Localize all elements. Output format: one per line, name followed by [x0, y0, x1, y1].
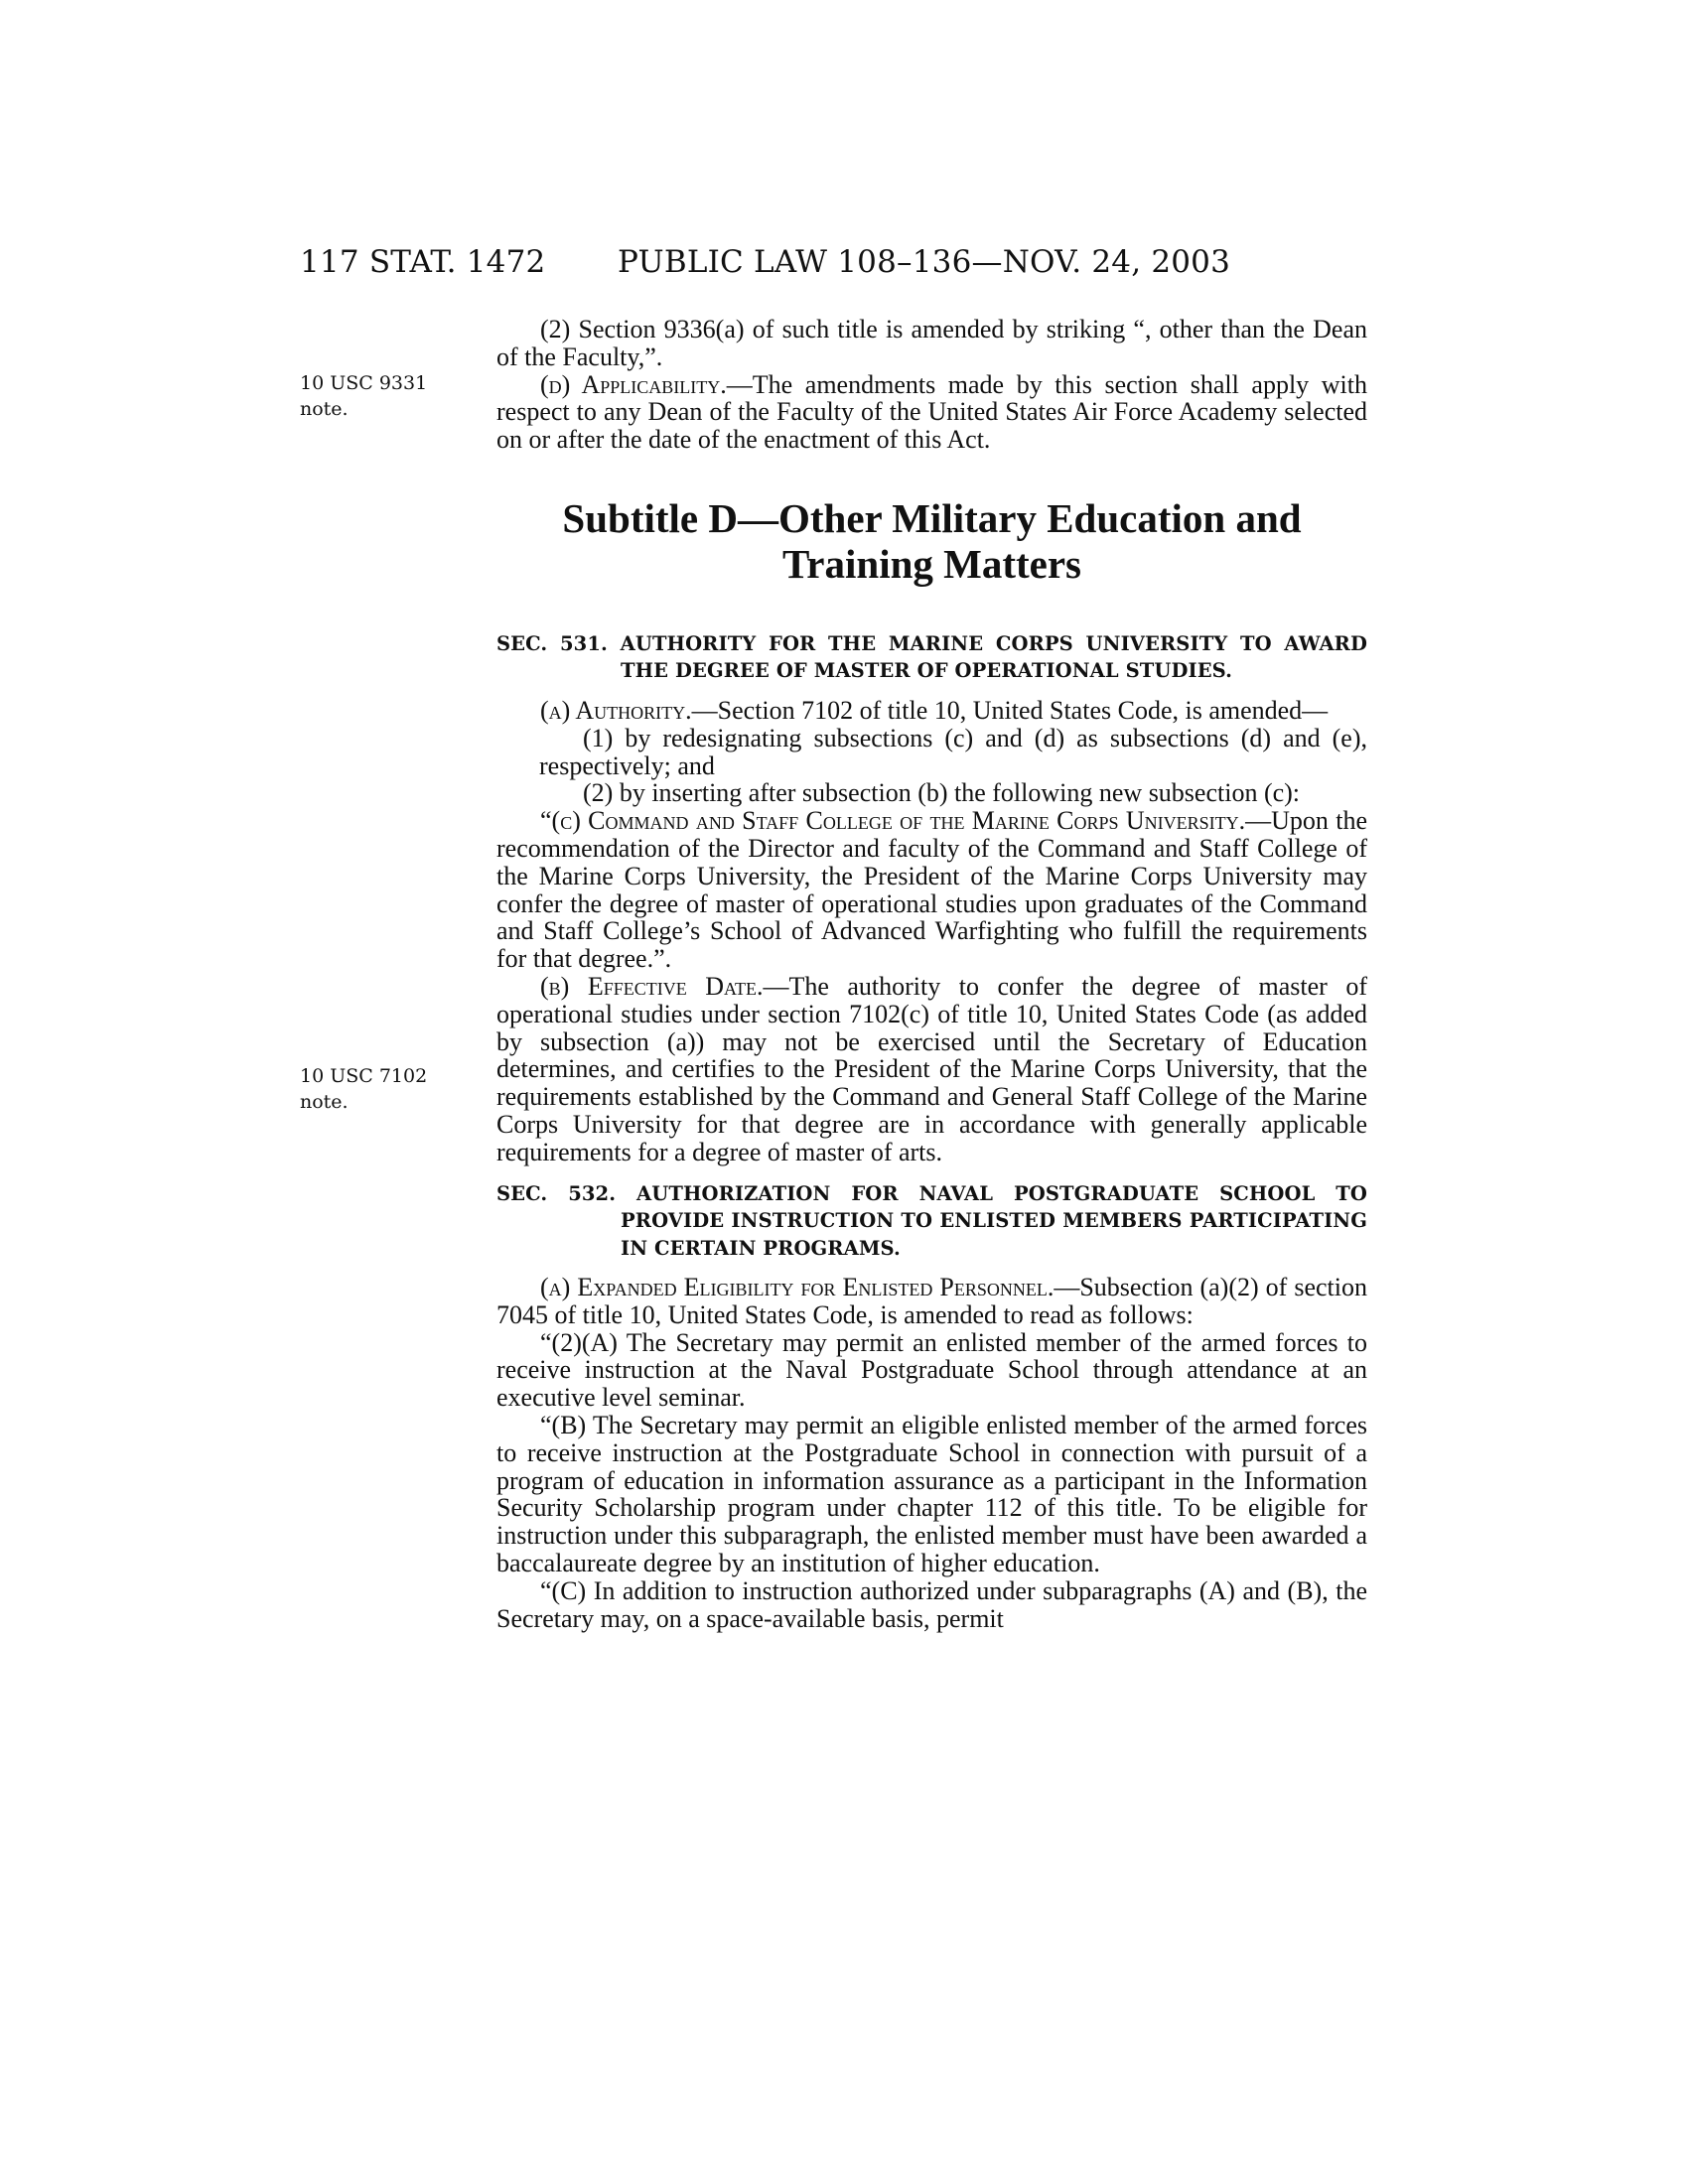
subsection-text: —Upon the recommendation of the Director and faculty of the Command and Staff College of the Marine Corps University, the President of the Marine Corps University may confer the degree of master of operational studies upon graduates of the Command and Staff College’s School of Advanced Warfighting who fulfill the requirements for that degree.”. — [496, 806, 1367, 974]
subsection-text: —The amendments made by this section shall apply with respect to any Dean of the Faculty of the United States Air Force Academy selected on or after the date of the enactment of this Act. — [496, 369, 1367, 455]
subsection-label: “(c) Command and Staff College of the Marine Corps University. — [540, 806, 1246, 836]
subsection-label: (d) Applicability. — [540, 369, 727, 399]
page-header — [300, 244, 1372, 284]
subsection-label: (b) Effective Date. — [540, 971, 764, 1001]
stat-citation: 117 STAT. 1472 — [300, 244, 546, 280]
paragraph — [496, 371, 1367, 454]
paragraph — [496, 807, 1367, 973]
margin-note-suffix: note. — [300, 1091, 349, 1113]
subsection-label: (a) Expanded Eligibility for Enlisted Personnel. — [540, 1273, 1055, 1302]
subtitle-line: Training Matters — [782, 540, 1081, 587]
subsection-text: —Section 7102 of title 10, United States Code, is amended— — [691, 695, 1329, 725]
public-law-title: PUBLIC LAW 108–136—NOV. 24, 2003 — [618, 244, 1231, 280]
section-heading: SEC. 532. AUTHORIZATION FOR NAVAL POSTGRADUATE SCHOOL TO PROVIDE INSTRUCTION TO ENLISTED MEMBERS PARTICIPATING IN CERTAIN PROGRAMS. — [496, 1181, 1367, 1260]
paragraph: “(C) In addition to instruction authorized under subparagraphs (A) and (B), the Secretary may, on a space-available basis, permit — [496, 1575, 1367, 1633]
subsection-text: —Subsection (a)(2) of section 7045 of title 10, United States Code, is amended to read as follows: — [496, 1273, 1367, 1329]
paragraph — [496, 973, 1367, 1166]
paragraph: (1) by redesignating subsections (c) and (d) as subsections (d) and (e), respectively; and — [539, 723, 1367, 780]
subtitle-line: Subtitle D—Other Military Education and — [562, 494, 1302, 541]
paragraph: “(B) The Secretary may permit an eligible enlisted member of the armed forces to receive instruction at the Postgraduate School in connection with pursuit of a program of education in information assurance as a participant in the Information Security Scholarship program under chapter 112 of this title. To be eligible for instruction under this subparagraph, the enlisted member must have been awarded a baccalaureate degree by an institution of higher education. — [496, 1411, 1367, 1577]
margin-note-citation: 10 USC 7102 — [300, 1065, 428, 1087]
subsection-label: (a) Authority. — [540, 695, 692, 725]
paragraph: (2) by inserting after subsection (b) the following new subsection (c): — [583, 778, 1301, 808]
margin-note-citation: 10 USC 9331 — [300, 372, 428, 394]
document-body — [496, 316, 1367, 1632]
subsection-text: —The authority to confer the degree of master of operational studies under section 7102(c) of title 10, United States Code (as added by subsection (a)) may not be exercised until the Secretary of Education determines, and certifies to the President of the Marine Corps University, that the requirements established by the Command and General Staff College of the Marine Corps University for that degree are in accordance with generally applicable requirements for a degree of master of arts. — [496, 971, 1367, 1166]
subtitle-heading — [496, 495, 1367, 587]
paragraph: “(2)(A) The Secretary may permit an enlisted member of the armed forces to receive instruction at the Naval Postgraduate School through attendance at an executive level seminar. — [496, 1327, 1367, 1413]
paragraph — [496, 697, 1367, 725]
margin-note-suffix: note. — [300, 398, 349, 420]
margin-note-usc-9331 — [300, 370, 459, 422]
section-heading: SEC. 531. AUTHORITY FOR THE MARINE CORPS UNIVERSITY TO AWARD THE DEGREE OF MASTER OF OPERATIONAL STUDIES. — [496, 631, 1367, 683]
paragraph: (2) Section 9336(a) of such title is amended by striking “, other than the Dean of the Faculty,”. — [496, 315, 1367, 371]
margin-note-usc-7102 — [300, 1063, 459, 1115]
paragraph — [496, 1274, 1367, 1329]
